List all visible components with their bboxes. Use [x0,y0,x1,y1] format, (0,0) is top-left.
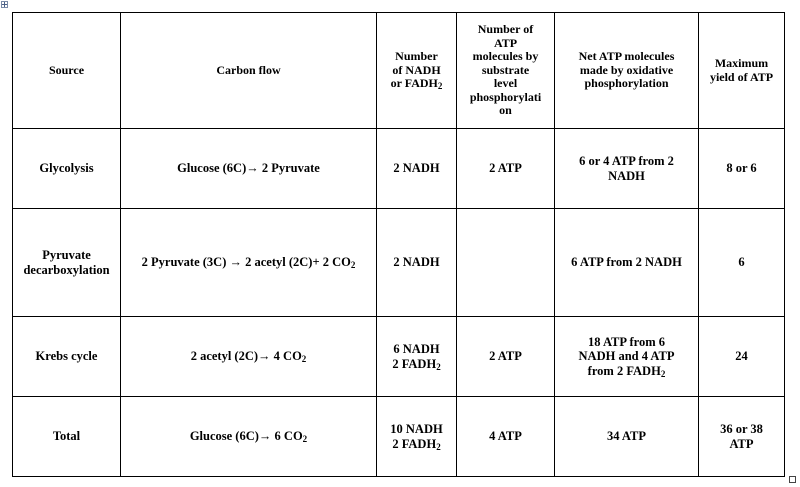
atp-yield-table [12,12,785,477]
cell-oxidative: 6 ATP from 2 NADH [555,209,699,317]
header-nadh-count: Number of NADH or $FADH_2$ [377,13,457,129]
header-max-yield: Maximum yield of ATP [699,13,785,129]
cell-nadh: 6 NADH 2 $FADH_2$ [377,317,457,397]
cell-oxidative: 34 ATP [555,397,699,477]
header-carbon-flow: Carbon flow [121,13,377,129]
header-substrate-atp: Number of ATP molecules by substrate level phosphorylati on [457,13,555,129]
cell-source: Glycolysis [13,129,121,209]
cell-nadh: 10 NADH 2 $FADH_2$ [377,397,457,477]
cell-max-yield: 24 [699,317,785,397]
cell-source: Total [13,397,121,477]
cell-substrate-atp [457,209,555,317]
table-row-krebs-cycle [13,317,785,397]
cell-oxidative: 18 ATP from 6 NADH and 4 ATP from 2 $FADH_2$ [555,317,699,397]
table-resize-handle-icon[interactable] [789,476,796,483]
cell-nadh: 2 NADH [377,129,457,209]
cell-carbon-flow: 2 acetyl (2C)→ 4 $CO_2$ [121,317,377,397]
cell-max-yield: 36 or 38 ATP [699,397,785,477]
cell-substrate-atp: 2 ATP [457,317,555,397]
cell-source: Pyruvate decarboxylation [13,209,121,317]
cell-carbon-flow: 2 Pyruvate (3C) → 2 acetyl (2C)+ 2 $CO_2$ [121,209,377,317]
cell-max-yield: 6 [699,209,785,317]
cell-oxidative: 6 or 4 ATP from 2 NADH [555,129,699,209]
cell-max-yield: 8 or 6 [699,129,785,209]
header-oxidative-atp: Net ATP molecules made by oxidative phosphorylation [555,13,699,129]
cell-substrate-atp: 4 ATP [457,397,555,477]
cell-source: Krebs cycle [13,317,121,397]
cell-carbon-flow: Glucose (6C)→ 2 Pyruvate [121,129,377,209]
cell-carbon-flow: Glucose (6C)→ 6 $CO_2$ [121,397,377,477]
table-row-glycolysis [13,129,785,209]
table-row-pyruvate-decarboxylation [13,209,785,317]
table-row-total [13,397,785,477]
cell-nadh: 2 NADH [377,209,457,317]
header-source: Source [13,13,121,129]
cell-substrate-atp: 2 ATP [457,129,555,209]
table-move-handle-icon[interactable] [1,1,8,8]
table-header-row [13,13,785,129]
